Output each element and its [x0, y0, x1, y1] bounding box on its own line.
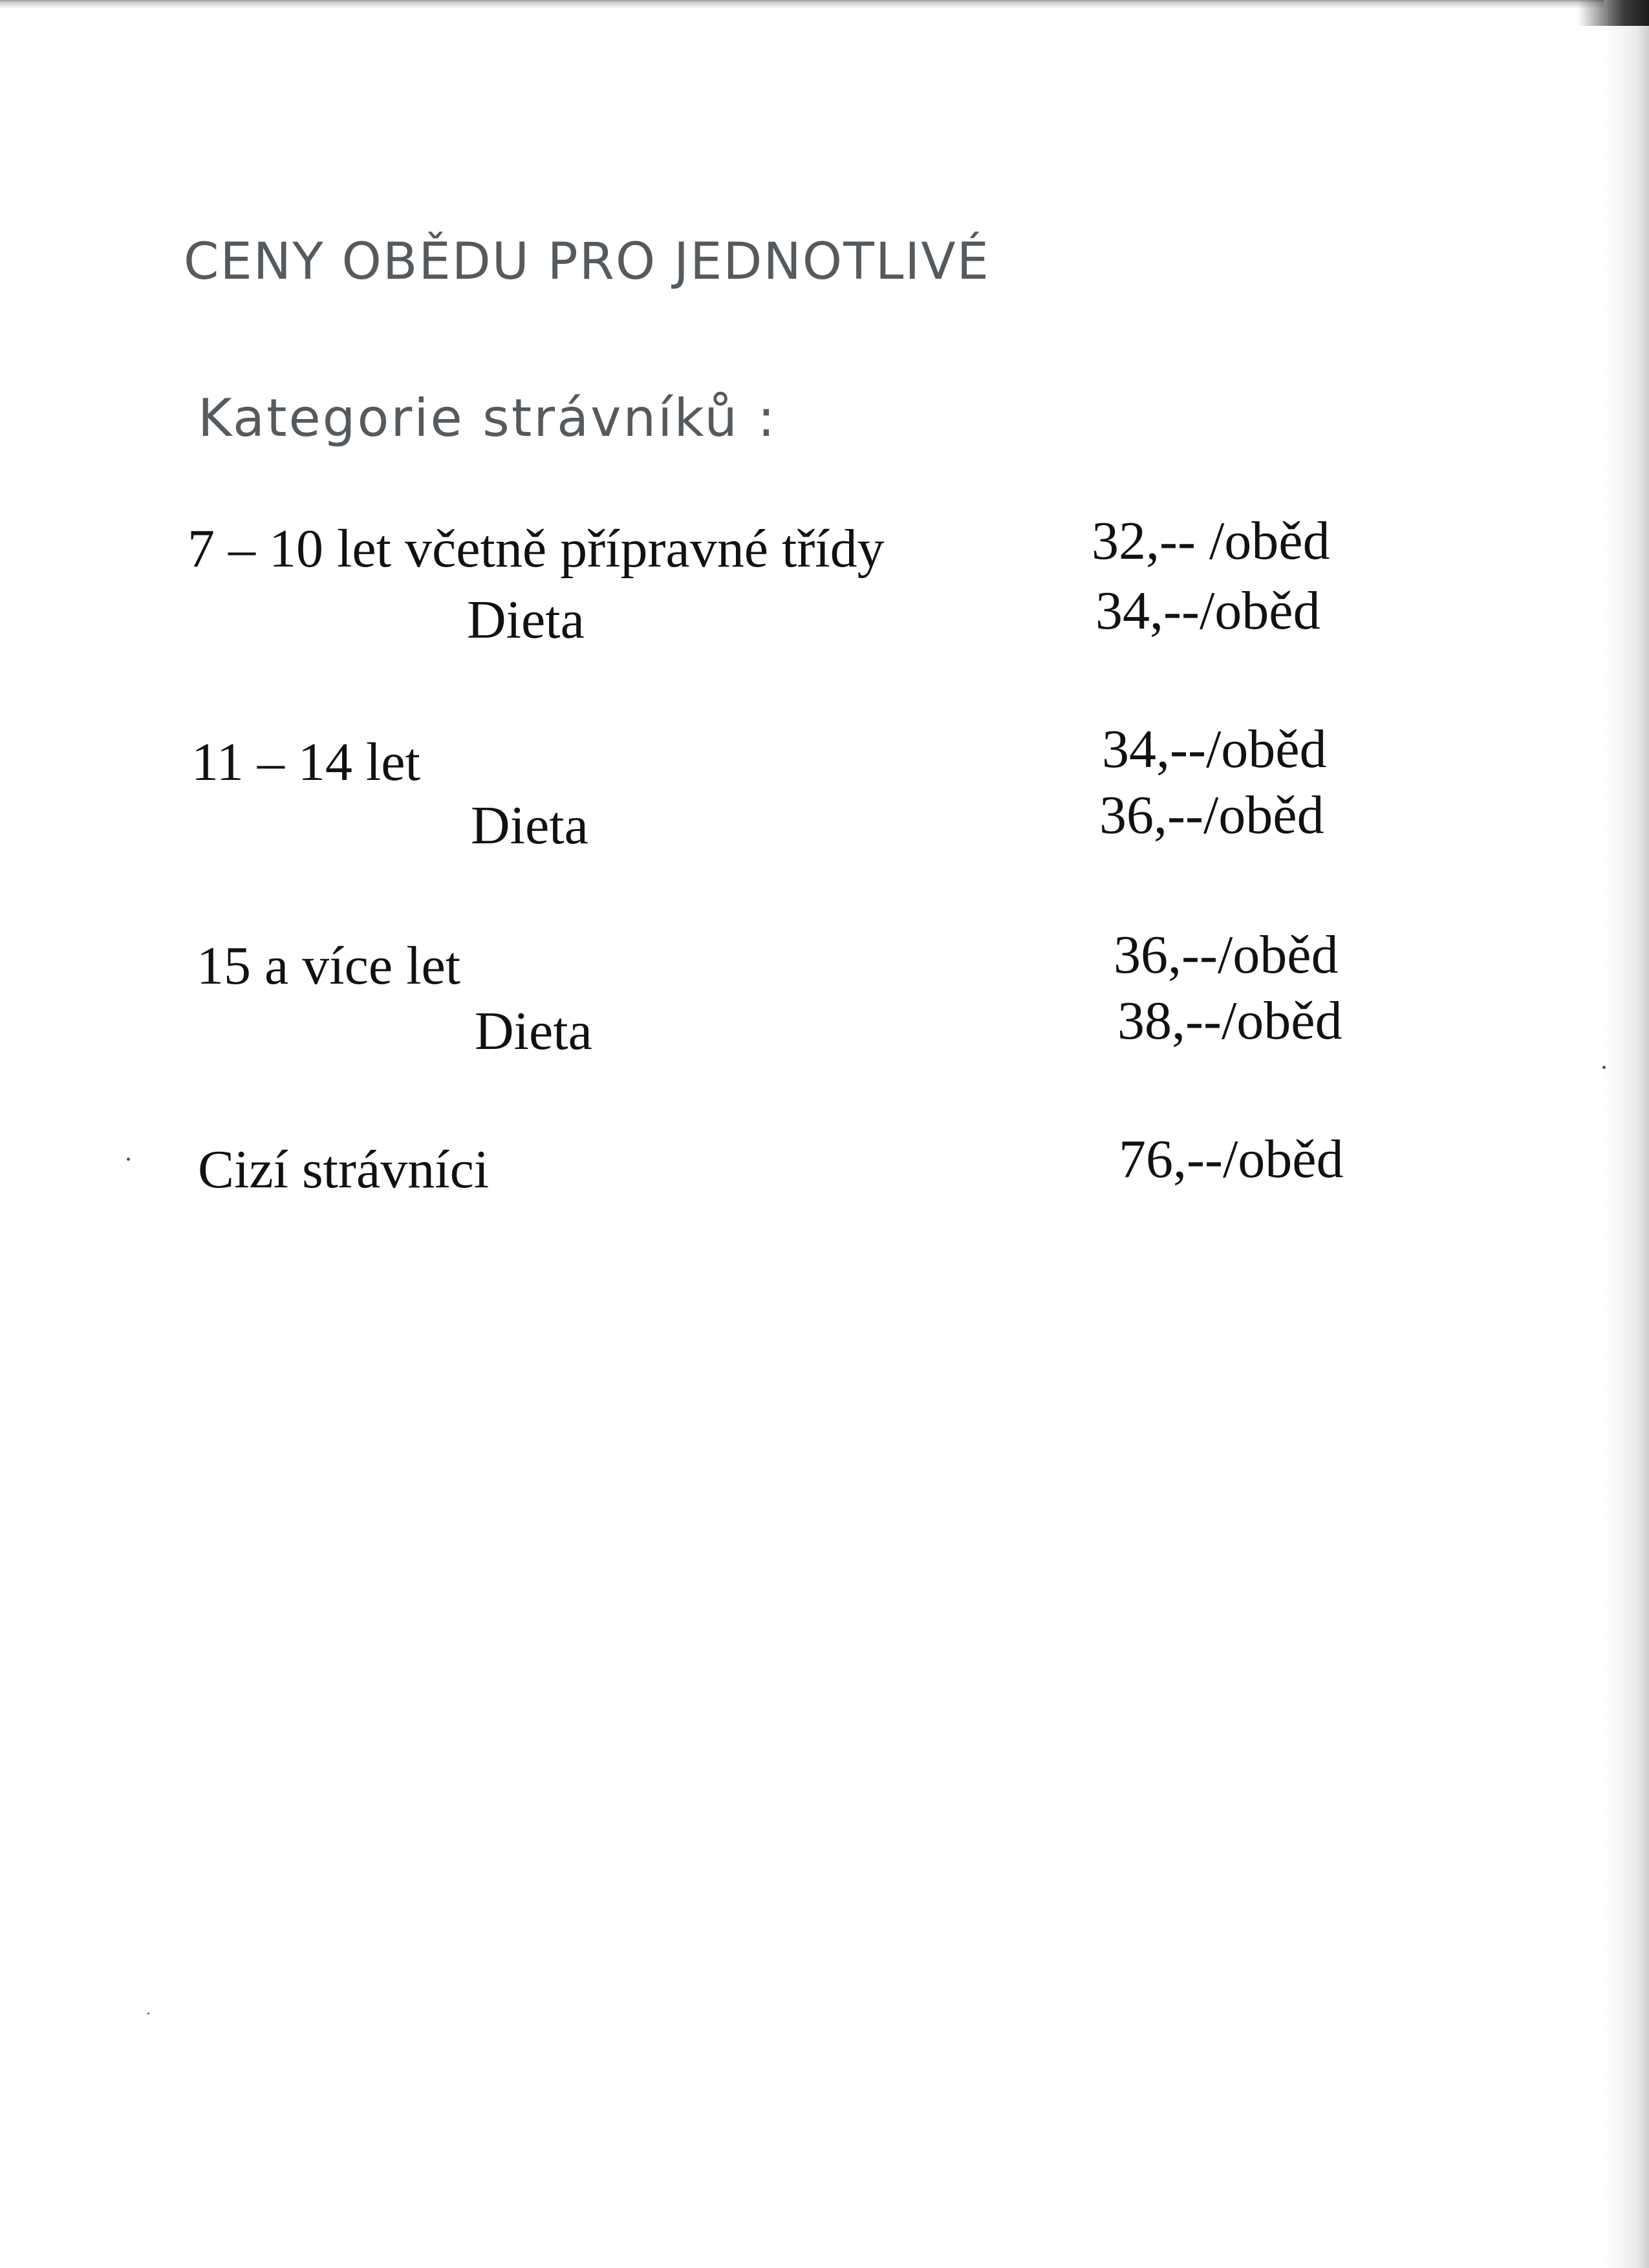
- category-label-7-10: 7 – 10 let včetně přípravné třídy: [188, 519, 885, 579]
- scan-speck: [147, 2013, 149, 2014]
- category-price-15-plus: 36,--/oběd: [1114, 925, 1339, 985]
- category-price-external: 76,--/oběd: [1119, 1129, 1344, 1189]
- diet-label-15-plus: Dieta: [475, 1001, 592, 1061]
- scan-speck: [1602, 1066, 1606, 1069]
- document-title: CENY OBĚDU PRO JEDNOTLIVÉ: [184, 233, 990, 291]
- category-label-15-plus: 15 a více let: [197, 936, 461, 996]
- category-price-7-10: 32,-- /oběd: [1092, 511, 1330, 571]
- category-price-11-14: 34,--/oběd: [1102, 719, 1327, 779]
- category-label-external: Cizí strávníci: [198, 1139, 490, 1200]
- diet-price-11-14: 36,--/oběd: [1099, 785, 1324, 845]
- scan-speck: [127, 1158, 130, 1161]
- diet-price-7-10: 34,--/oběd: [1095, 581, 1320, 641]
- diet-price-15-plus: 38,--/oběd: [1117, 991, 1342, 1051]
- category-label-11-14: 11 – 14 let: [191, 732, 420, 792]
- diet-label-11-14: Dieta: [471, 795, 588, 856]
- document-subtitle: Kategorie strávníků :: [198, 388, 777, 448]
- diet-label-7-10: Dieta: [467, 590, 585, 650]
